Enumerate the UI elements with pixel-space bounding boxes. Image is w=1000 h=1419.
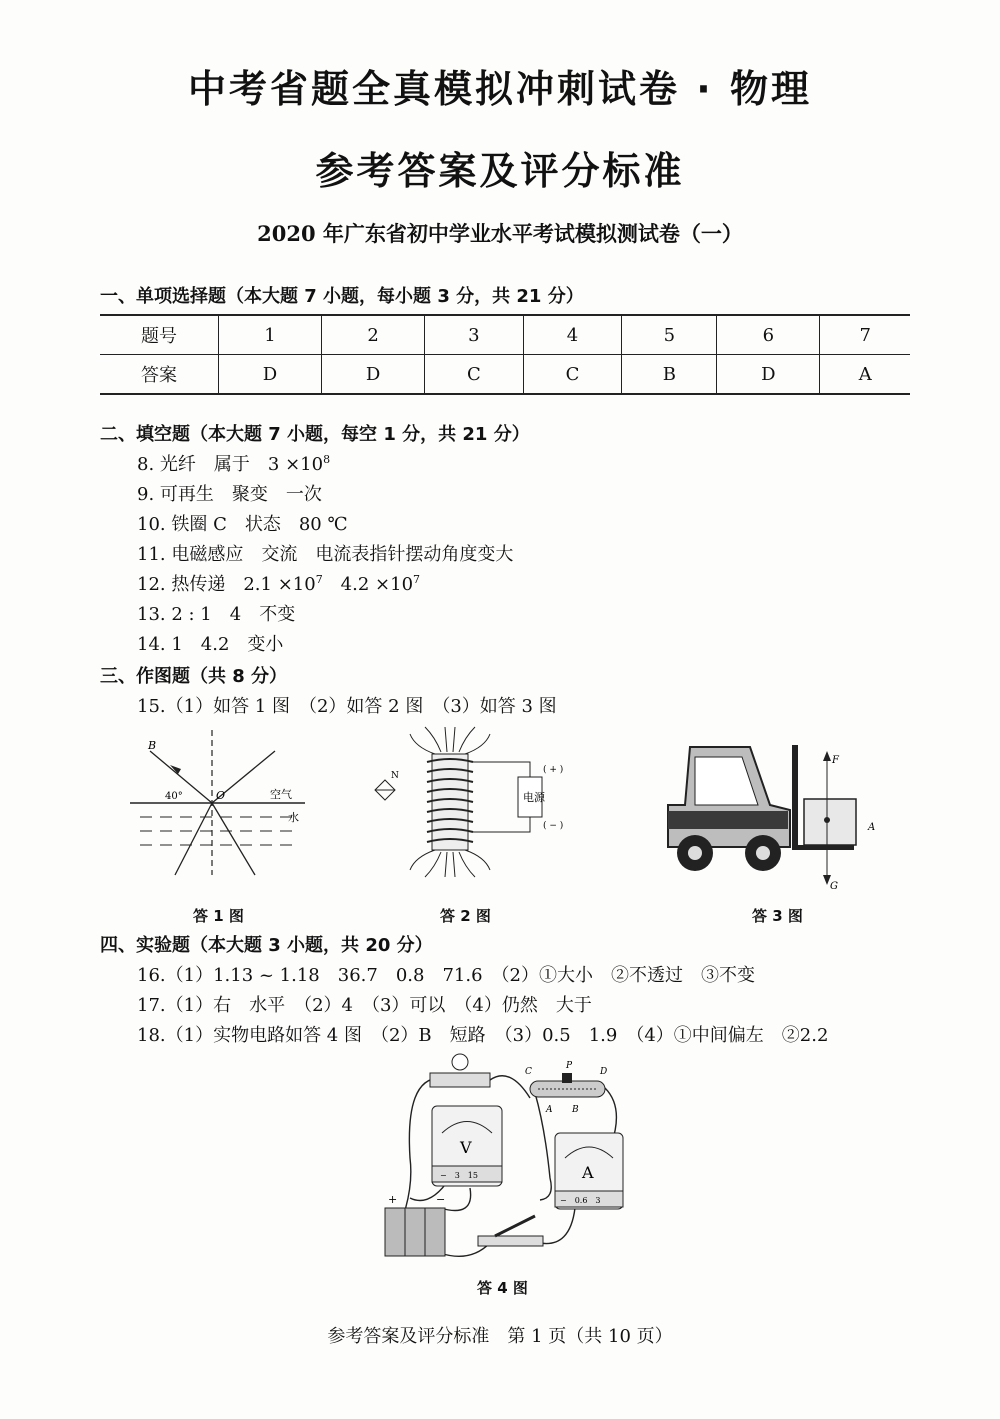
answer-table — [100, 314, 910, 395]
force-g-label: G — [830, 881, 838, 892]
table-cell: 1 — [219, 315, 322, 355]
answer-line-8: 8. 光纤 属于 $3 \times 10^8$ — [137, 453, 331, 475]
figure-3-caption: 答 3 图 — [752, 907, 803, 925]
rheostat-c-label: C — [525, 1067, 532, 1077]
answer-line-18: 18.（1）实物电路如答 4 图 （2）B 短路 （3）0.5 1.9 （4）①中间偏左 ②2.2 — [137, 1025, 829, 1046]
compass-n-label: N — [391, 771, 399, 781]
table-cell: D — [322, 355, 425, 395]
answer-line-13: 13. 2 : 1 4 不变 — [137, 604, 296, 625]
angle-label: 40° — [165, 791, 183, 802]
figure-4-caption: 答 4 图 — [477, 1279, 528, 1297]
table-cell: B — [622, 355, 717, 395]
exam-title: 2020 年广东省初中学业水平考试模拟测试卷（一） — [257, 221, 743, 246]
page-footer: 参考答案及评分标准 第 1 页（共 10 页） — [327, 1326, 673, 1347]
table-cell: 7 — [820, 315, 910, 355]
document-subtitle: 参考答案及评分标准 — [315, 149, 685, 193]
rheostat-p-label: P — [566, 1061, 573, 1071]
figure-2-caption: 答 2 图 — [440, 907, 491, 925]
section1-heading: 一、单项选择题（本大题 7 小题，每小题 3 分，共 21 分） — [100, 286, 584, 307]
figure-1-light-diagram — [120, 725, 320, 885]
table-cell: C — [523, 355, 622, 395]
answer-line-12: 12. 热传递 $2.1 \times 10^7$ $4.2 \times 10^7$ — [137, 573, 421, 595]
answer-line-10: 10. 铁圈 C 状态 80 ℃ — [137, 514, 348, 535]
label-o: O — [216, 789, 226, 802]
figure-2-solenoid-diagram — [355, 722, 575, 882]
section3-heading: 三、作图题（共 8 分） — [100, 666, 288, 687]
table-cell: 5 — [622, 315, 717, 355]
answer-line-15: 15.（1）如答 1 图 （2）如答 2 图 （3）如答 3 图 — [137, 696, 557, 717]
rheostat-a-label: A — [546, 1105, 553, 1115]
answer-line-14: 14. 1 4.2 变小 — [137, 634, 284, 655]
table-cell: D — [717, 355, 820, 395]
table-cell: C — [425, 355, 524, 395]
table-cell: A — [820, 355, 910, 395]
point-a-label: A — [868, 822, 876, 833]
rheostat-d-label: D — [600, 1067, 608, 1077]
section4-heading: 四、实验题（本大题 3 小题，共 20 分） — [100, 935, 433, 956]
figure-3-forklift-diagram — [660, 735, 890, 895]
table-cell: 6 — [717, 315, 820, 355]
answer-line-16: 16.（1）1.13 ~ 1.18 36.7 0.8 71.6 （2）①大小 ②不透过 ③不变 — [137, 965, 755, 986]
power-label: 电源 — [523, 791, 545, 804]
answer-line-9: 9. 可再生 聚变 一次 — [137, 484, 322, 505]
air-label: 空气 — [270, 788, 292, 801]
voltmeter-ticks: − 3 15 — [440, 1171, 478, 1180]
table-header-cell: 答案 — [100, 355, 219, 395]
battery-minus-label: − — [436, 1193, 446, 1206]
figure-1-caption: 答 1 图 — [193, 907, 244, 925]
water-label: 水 — [288, 811, 299, 824]
force-f-label: F — [832, 755, 839, 766]
minus-label: ( − ) — [543, 821, 564, 831]
rheostat-b-label: B — [572, 1105, 579, 1115]
ammeter-label: A — [582, 1163, 594, 1182]
figure-4-circuit-diagram — [370, 1048, 640, 1268]
answer-line-17: 17.（1）右 水平 （2）4 （3）可以 （4）仍然 大于 — [137, 995, 592, 1016]
answer-line-11: 11. 电磁感应 交流 电流表指针摆动角度变大 — [137, 544, 514, 565]
section2-heading: 二、填空题（本大题 7 小题，每空 1 分，共 21 分） — [100, 424, 530, 445]
table-cell: 4 — [523, 315, 622, 355]
table-cell: 3 — [425, 315, 524, 355]
table-cell: D — [219, 355, 322, 395]
battery-plus-label: + — [388, 1193, 398, 1206]
voltmeter-label: V — [460, 1138, 472, 1157]
plus-label: ( + ) — [543, 765, 564, 775]
table-header-cell: 题号 — [100, 315, 219, 355]
table-row — [100, 355, 910, 395]
table-cell: 2 — [322, 315, 425, 355]
ammeter-ticks: − 0.6 3 — [560, 1196, 601, 1205]
table-row — [100, 315, 910, 355]
document-title: 中考省题全真模拟冲刺试卷 · 物理 — [188, 67, 812, 111]
label-b: B — [148, 739, 157, 752]
